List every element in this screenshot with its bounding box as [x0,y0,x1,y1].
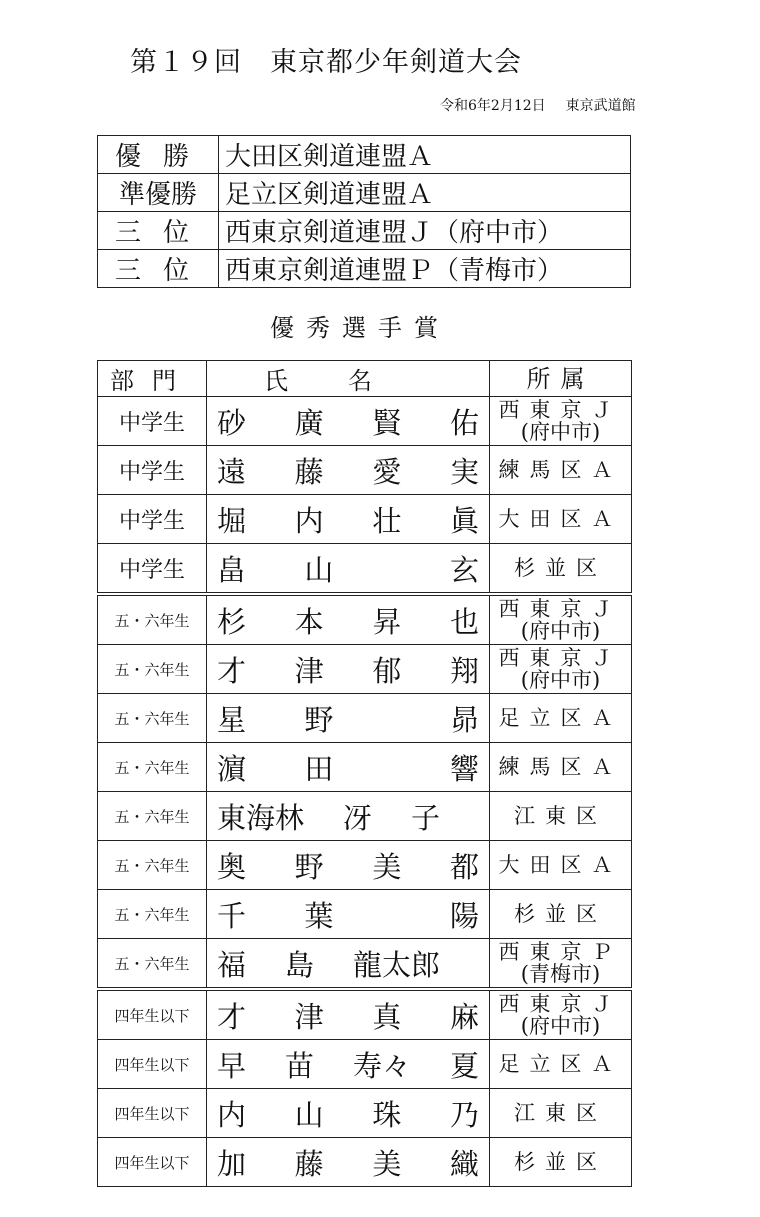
rank-cell: 準優勝 [98,174,219,212]
affiliation-cell [490,1138,632,1187]
name-part: 津 [294,653,324,688]
name-part: 子 [411,800,441,835]
name-part: 昇 [372,604,402,639]
affiliation-name: 西東京Ｊ [498,597,623,621]
affiliation-name: 杉並区 [514,902,607,926]
category-cell: 五・六年生 [98,645,207,694]
name-part: 織 [449,1146,479,1181]
name-cell [207,989,490,1040]
results-row [98,250,631,288]
category-cell: 四年生以下 [98,1089,207,1138]
name-part: 龍太郎 [353,947,441,982]
name-cell [207,743,490,792]
name-cell [207,1040,490,1089]
award-row [98,495,632,544]
name-cell [207,397,490,446]
affiliation-name: 足立区Ａ [498,1052,623,1076]
name-part: 苗 [284,1048,314,1083]
rank-cell: 優勝 [98,136,219,174]
affiliation-name: 西東京Ｊ [498,992,623,1016]
category-cell: 中学生 [98,495,207,544]
award-row [98,989,632,1040]
name-cell [207,544,490,595]
name-part: 砂 [217,405,247,440]
name-part: 真 [372,999,402,1034]
name-part: 葉 [304,898,334,933]
name-part: 響 [449,751,479,786]
name-cell [207,446,490,495]
category-cell: 中学生 [98,397,207,446]
affiliation-cell [490,939,632,990]
name-part: 畠 [217,552,247,587]
affiliation-cell [490,495,632,544]
name-part: 山 [304,552,334,587]
event-info [440,95,700,115]
affiliation-cell [490,1040,632,1089]
affiliation-city: (府中市) [520,619,601,643]
results-row [98,174,631,212]
header-category: 部門 [98,361,207,397]
name-part: 濵 [217,751,247,786]
award-row [98,841,632,890]
name-part: 陽 [449,898,479,933]
header-affiliation: 所属 [490,361,632,397]
affiliation-name: 西東京Ｊ [498,646,623,670]
event-date: 令和6年2月12日 [440,98,546,114]
award-row [98,446,632,495]
name-part: 眞 [449,503,479,538]
name-part: 星 [217,702,247,737]
name-part: 也 [449,604,479,639]
team-cell: 大田区剣道連盟Ａ [219,136,631,174]
affiliation-name: 西東京Ｐ [498,940,623,964]
results-table [97,135,631,288]
affiliation-name: 江東区 [514,1101,607,1125]
award-row [98,792,632,841]
header-name: 氏名 [207,361,490,397]
name-part: 美 [372,1146,402,1181]
affiliation-city: (府中市) [520,1014,601,1038]
results-row [98,136,631,174]
name-part: 冴 [343,800,373,835]
name-part: 昴 [449,702,479,737]
category-cell: 五・六年生 [98,792,207,841]
category-cell: 五・六年生 [98,694,207,743]
category-cell: 五・六年生 [98,841,207,890]
name-part: 翔 [449,653,479,688]
category-cell: 五・六年生 [98,594,207,645]
name-part: 佑 [449,405,479,440]
name-part: 夏 [449,1048,479,1083]
name-part: 寿々 [352,1048,411,1083]
affiliation-cell [490,989,632,1040]
name-part: 東海林 [217,800,305,835]
affiliation-name: 杉並区 [514,556,607,580]
affiliation-name: 練馬区Ａ [498,755,623,779]
name-part: 麻 [449,999,479,1034]
name-part: 藤 [294,454,324,489]
name-part: 実 [449,454,479,489]
event-venue: 東京武道館 [565,98,636,114]
name-part: 野 [304,702,334,737]
name-part: 玄 [449,552,479,587]
category-cell: 四年生以下 [98,989,207,1040]
affiliation-cell [490,890,632,939]
name-part: 杉 [217,604,247,639]
affiliation-cell [490,645,632,694]
category-cell: 五・六年生 [98,743,207,792]
award-row [98,939,632,990]
page-title: 第１９回 東京都少年剣道大会 [130,47,522,78]
name-cell [207,594,490,645]
award-row [98,544,632,595]
name-part: 奥 [217,849,247,884]
name-part: 賢 [372,405,402,440]
name-cell [207,694,490,743]
affiliation-city: (青梅市) [520,962,601,986]
affiliation-name: 西東京Ｊ [498,398,623,422]
affiliation-cell [490,841,632,890]
affiliation-name: 大田区Ａ [498,853,623,877]
team-cell: 西東京剣道連盟Ｐ（青梅市） [219,250,631,288]
name-part: 乃 [449,1097,479,1132]
affiliation-name: 江東区 [514,804,607,828]
name-cell [207,645,490,694]
rank-cell: 三位 [98,212,219,250]
affiliation-cell [490,594,632,645]
name-part: 本 [294,604,324,639]
award-row [98,1138,632,1187]
category-cell: 五・六年生 [98,939,207,990]
name-part: 才 [217,999,247,1034]
name-part: 都 [449,849,479,884]
affiliation-name: 杉並区 [514,1150,607,1174]
name-part: 加 [217,1146,247,1181]
affiliation-city: (府中市) [520,420,601,444]
category-cell: 四年生以下 [98,1138,207,1187]
name-part: 田 [304,751,334,786]
name-cell [207,890,490,939]
affiliation-cell [490,743,632,792]
category-cell: 五・六年生 [98,890,207,939]
affiliation-cell [490,1089,632,1138]
name-part: 千 [217,898,247,933]
name-part: 早 [217,1048,247,1083]
name-part: 廣 [294,405,324,440]
name-part: 才 [217,653,247,688]
awards-table [97,360,632,1187]
name-part: 堀 [217,503,247,538]
award-row [98,645,632,694]
award-row [98,397,632,446]
award-section-title: 優秀選手賞 [270,314,450,342]
award-row [98,694,632,743]
affiliation-cell [490,694,632,743]
category-cell: 四年生以下 [98,1040,207,1089]
team-cell: 足立区剣道連盟Ａ [219,174,631,212]
name-part: 郁 [372,653,402,688]
name-part: 内 [217,1097,247,1132]
name-cell [207,792,490,841]
name-part: 山 [294,1097,324,1132]
category-cell: 中学生 [98,544,207,595]
name-part: 島 [285,947,315,982]
name-part: 野 [294,849,324,884]
name-part: 壮 [372,503,402,538]
award-row [98,890,632,939]
affiliation-name: 大田区Ａ [498,507,623,531]
name-part: 内 [294,503,324,538]
name-part: 福 [217,947,247,982]
name-part: 藤 [294,1146,324,1181]
awards-header-row [98,361,632,397]
affiliation-cell [490,792,632,841]
category-cell: 中学生 [98,446,207,495]
affiliation-cell [490,397,632,446]
name-part: 愛 [372,454,402,489]
affiliation-cell [490,446,632,495]
affiliation-city: (府中市) [520,668,601,692]
name-cell [207,495,490,544]
rank-cell: 三位 [98,250,219,288]
award-row [98,1040,632,1089]
name-part: 珠 [372,1097,402,1132]
award-row [98,743,632,792]
name-part: 遠 [217,454,247,489]
affiliation-name: 足立区Ａ [498,706,623,730]
affiliation-cell [490,544,632,595]
results-row [98,212,631,250]
award-row [98,1089,632,1138]
name-cell [207,1089,490,1138]
award-row [98,594,632,645]
name-part: 津 [294,999,324,1034]
team-cell: 西東京剣道連盟Ｊ（府中市） [219,212,631,250]
name-part: 美 [372,849,402,884]
name-cell [207,1138,490,1187]
name-cell [207,939,490,990]
affiliation-name: 練馬区Ａ [498,458,623,482]
name-cell [207,841,490,890]
